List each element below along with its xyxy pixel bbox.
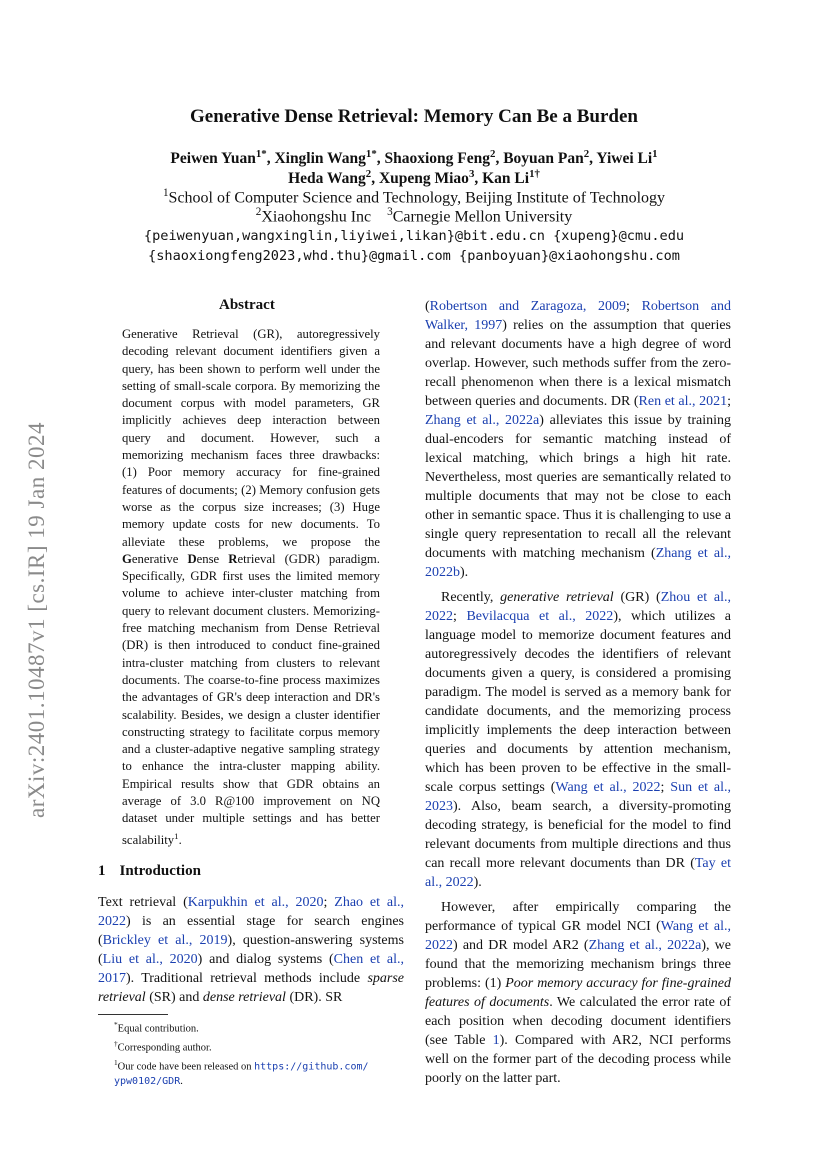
footnote-divider (98, 1014, 168, 1015)
affiliation-2: $^2$Xiaohongshu Inc $^3$Carnegie Mellon University (255, 206, 573, 226)
email-line-2: {shaoxiongfeng2023,whd.thu}@gmail.com {panboyuan}@xiaohongshu.com (148, 248, 680, 264)
right-paragraph-3: However, after empirically comparing the performance of typical GR model NCI (Wang et al., 2022) and DR model AR2 (Zhang et al., 2022a), we found that the memorizing mechanism brings three problems: (1) Poor memory accuracy for fine-grained features of documents. We calculated the error rate of each position when decoding document identifiers (see Table 1). Compared with AR2, NCI performs well on the former part of the decoding process while poorly on the latter part. (425, 900, 731, 1086)
authors-line-1: Peiwen Yuan$^{1*}$, Xinglin Wang$^{1*}$, Shaoxiong Feng$^2$, Boyuan Pan$^2$, Yiwei Li$^1$ (170, 148, 658, 168)
right-column (425, 297, 731, 1094)
right-paragraph-1: (Robertson and Zaragoza, 2009; Robertson and Walker, 1997) relies on the assumption that queries and relevant documents have a high degree of word overlap. However, such methods suffer from the zero-recall phenomenon when there is a lexical mismatch between queries and documents. DR (Ren et al., 2021; Zhang et al., 2022a) alleviates this issue by training dual-encoders for semantic matching instead of lexical matching, which brings a high hit rate. Nevertheless, most queries are semantically related to multiple documents that may not be close to each other in semantic space. Thus it is challenging to use a single query representation to recall all the relevant documents with matching mechanism (Zhang et al., 2022b). (425, 299, 732, 580)
arxiv-identifier: arXiv:2401.10487v1 [cs.IR] 19 Jan 2024 (24, 422, 49, 818)
intro-paragraph-1: Text retrieval (Karpukhin et al., 2020; Zhao et al., 2022) is an essential stage for search engines (Brickley et al., 2019), question-answering systems (Liu et al., 2020) and dialog systems (Chen et al., 2017). Traditional retrieval methods include sparse retrieval (SR) and dense retrieval (DR). SR (98, 895, 404, 1005)
right-paragraph-2: Recently, generative retrieval (GR) (Zhou et al., 2022; Bevilacqua et al., 2022), which utilizes a language model to memorize document features and autoregressively decodes the identifiers of relevant documents given a query, is considered a promising paradigm. The model is served as a memory bank for candidate documents, and the memorizing process implicitly implements the deep interaction between queries and documents by attention mechanism, which has been proven to be effective in the small-scale corpus settings (Wang et al., 2022; Sun et al., 2023). Also, beam search, a diversity-promoting decoding strategy, is beneficial for the model to find relevant documents from multiple directions and thus can recall more relevant documents than DR (Tay et al., 2022). (425, 590, 732, 890)
email-line-1: {peiwenyuan,wangxinglin,liyiwei,likan}@bit.edu.cn {xupeng}@cmu.edu (143, 228, 685, 244)
abstract-body: Generative Retrieval (GR), autoregressively decoding relevant document identifiers given a query, has been shown to perform well under the setting of small-scale corpora. By memorizing the document corpus with model parameters, GR implicitly achieves deep interaction between query and document. However, such a memorizing mechanism faces three drawbacks: (1) Poor memory accuracy for fine-grained features of documents; (2) Memory confusion gets worse as the corpus size increases; (3) Huge memory update costs for new documents. To alleviate these problems, we propose the Generative Dense Retrieval (GDR) paradigm. Specifically, GDR first uses the limited memory volume to achieve inter-cluster matching from query to relevant document clusters. Memorizing-free matching mechanism from Dense Retrieval (DR) is then introduced to conduct fine-grained intra-cluster matching from clusters to relevant documents. The coarse-to-fine process maximizes the advantages of GR's deep interaction and DR's scalability. Besides, we design a cluster identifier constructing strategy to facilitate corpus memory and a cluster-adaptive negative sampling strategy to enhance the intra-cluster mapping ability. Empirical results show that GDR obtains an average of 3.0 R@100 improvement on NQ dataset under multiple settings and has better scalability$^1$. (122, 327, 380, 847)
affiliation-1: $^1$School of Computer Science and Technology, Beijing Institute of Technology (162, 187, 666, 207)
paper-title: Generative Dense Retrieval: Memory Can Be a Burden (190, 106, 638, 127)
authors-line-2: Heda Wang$^2$, Xupeng Miao$^3$, Kan $Li^{1\dagger}$ (288, 168, 540, 188)
footnote-corresponding-author: †Corresponding author. (114, 1039, 212, 1054)
footnote-code-release: $^1$Our code have been released on https://github.com/ ypw0102/GDR. (114, 1058, 369, 1088)
section-heading-introduction: 1 Introduction (98, 863, 201, 879)
footnotes (98, 1018, 404, 1090)
footnote-equal-contribution: *Equal contribution. (114, 1020, 199, 1035)
abstract-heading: Abstract (219, 297, 275, 313)
arxiv-sidebar-stamp (12, 370, 62, 870)
